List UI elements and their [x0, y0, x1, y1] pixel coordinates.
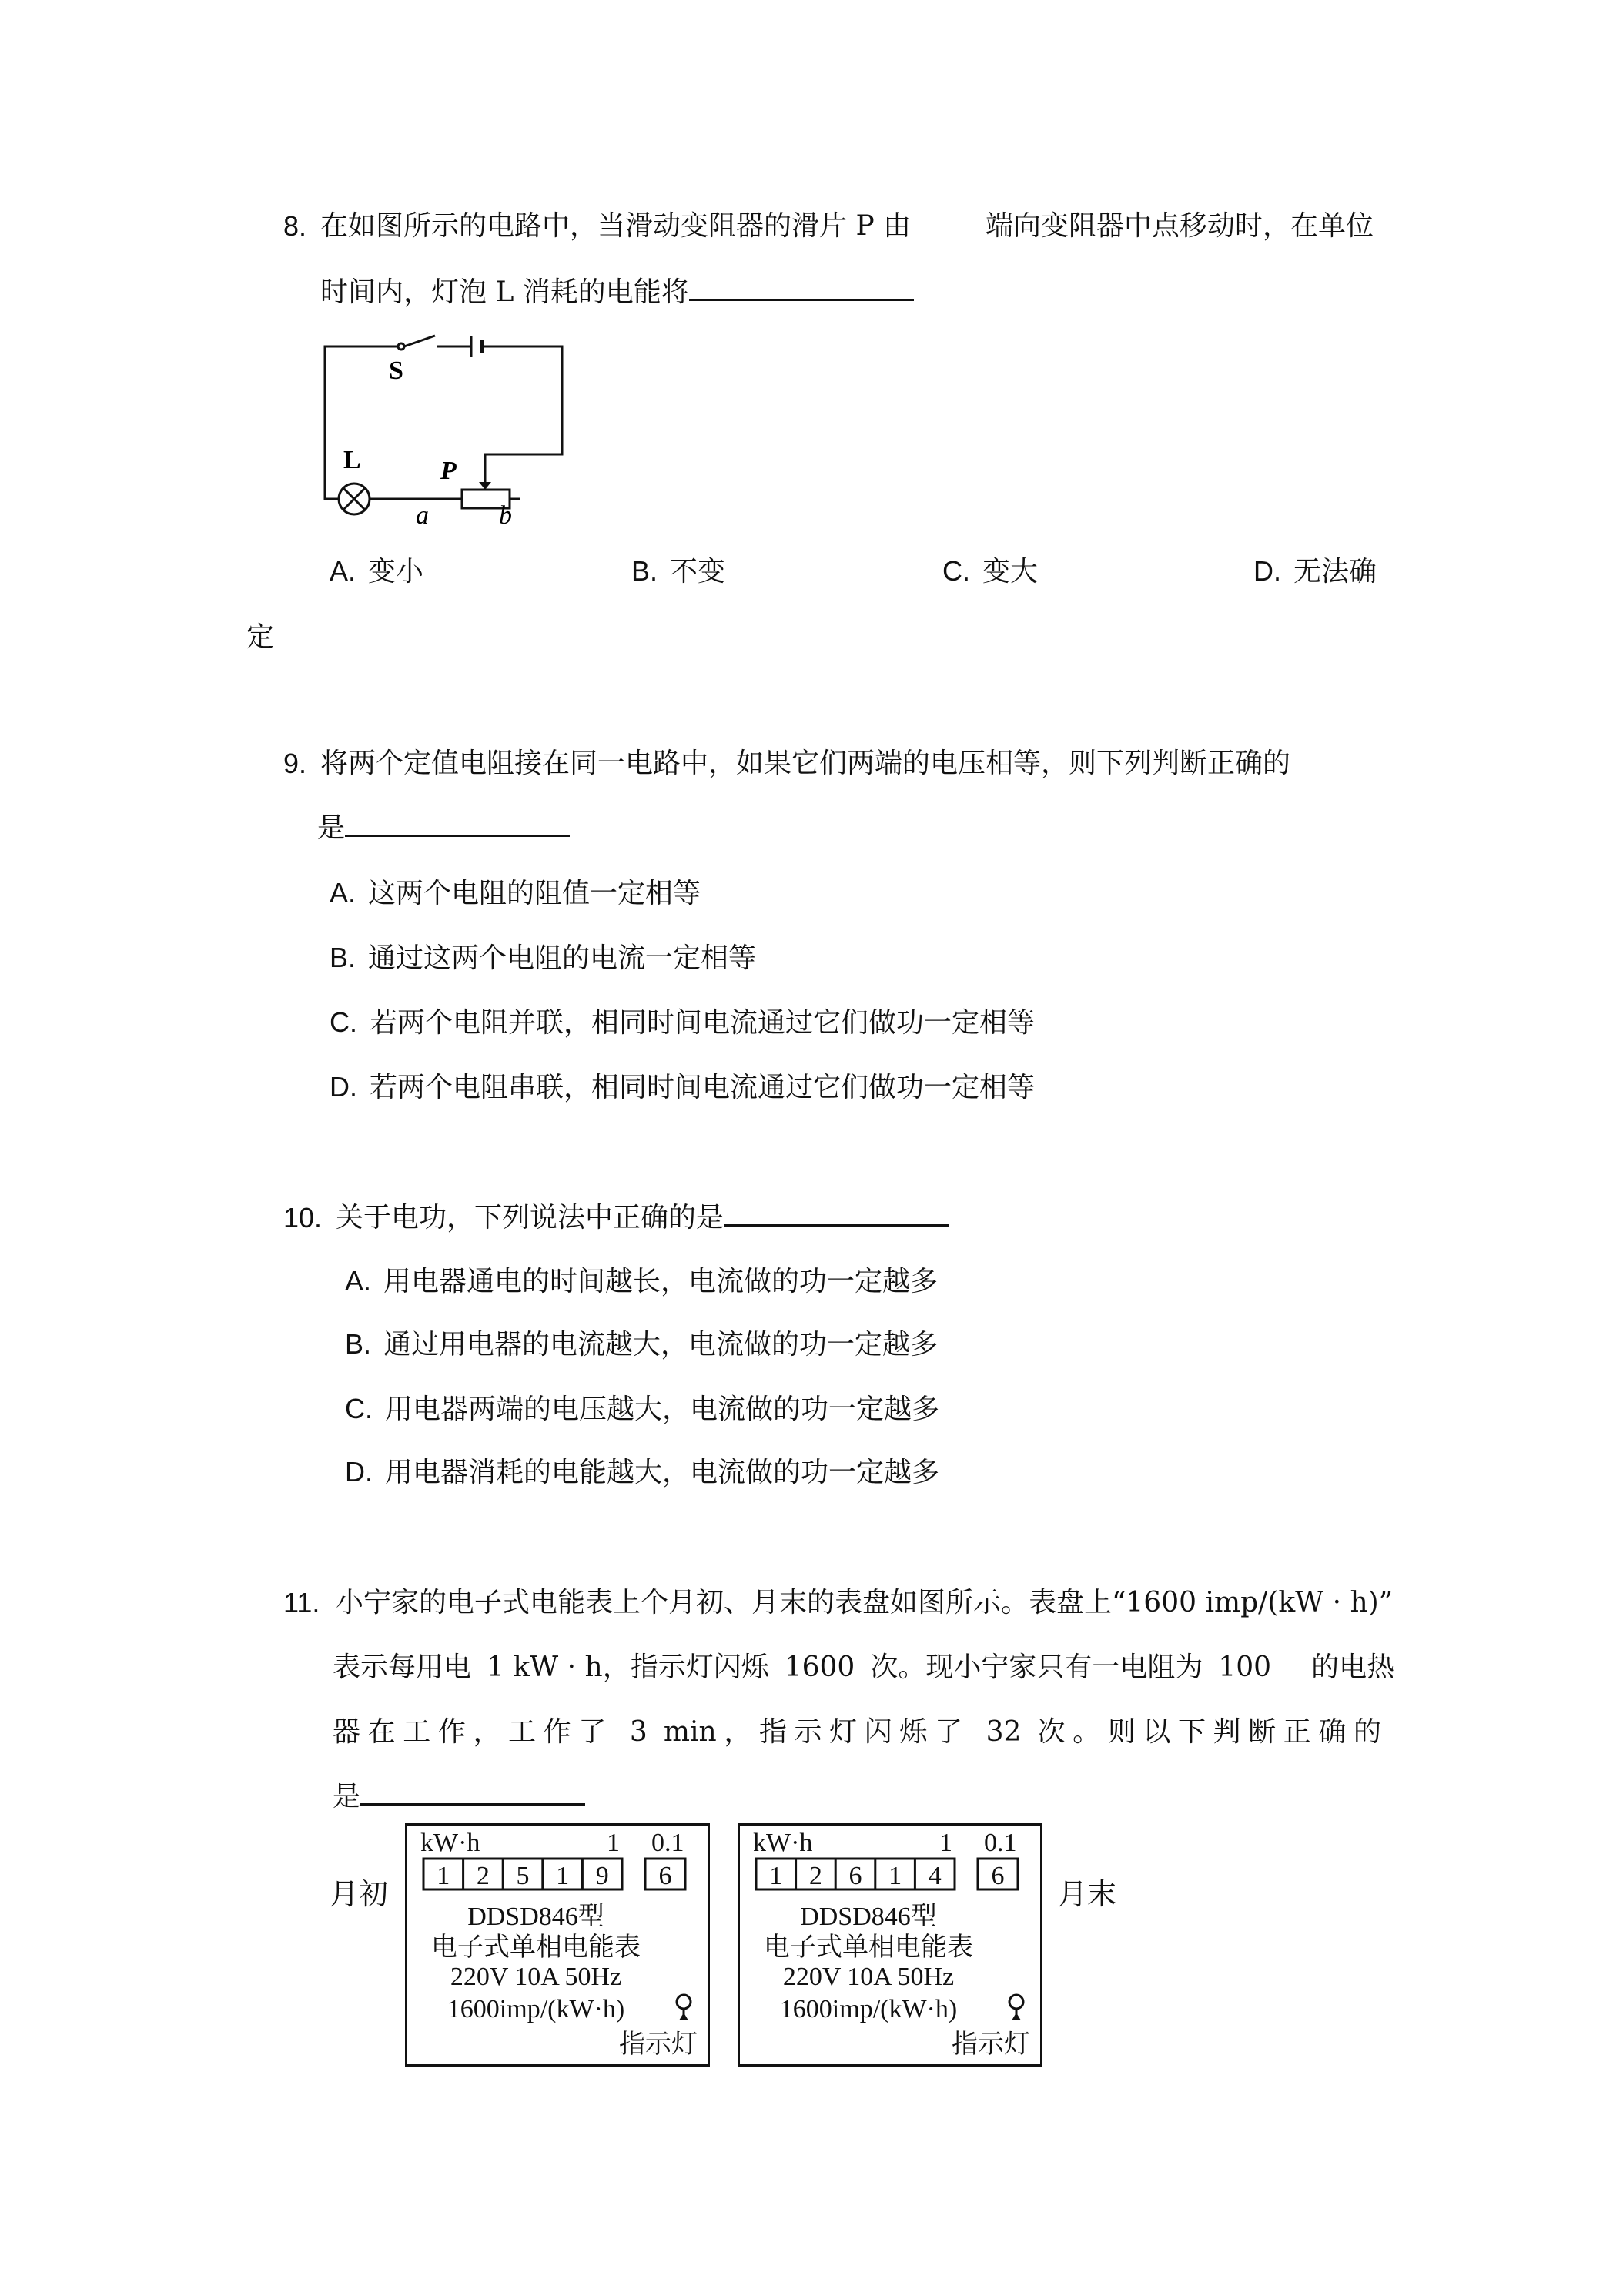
q9-option-d[interactable]: D. 若两个电阻串联，相同时间电流通过它们做功一定相等: [330, 1071, 1036, 1103]
q11-line4: [333, 1780, 585, 1814]
meter-digit: 2: [808, 1862, 822, 1890]
q11-answer-blank[interactable]: [360, 1780, 585, 1806]
meter-rating: 220V 10A 50Hz: [450, 1963, 622, 1991]
q8-option-a[interactable]: A. 变小: [330, 555, 424, 587]
q9-line2: [317, 812, 570, 845]
meter-unit: kW·h: [753, 1829, 813, 1857]
meter-digit: 6: [848, 1862, 862, 1890]
meter-digit: 4: [928, 1862, 942, 1890]
q8-answer-blank[interactable]: [689, 276, 914, 301]
q10-option-c[interactable]: C. 用电器两端的电压越大，电流做的功一定越多: [345, 1393, 940, 1425]
q9-number: 9.: [283, 748, 307, 779]
meter-end-panel: [738, 1823, 1042, 2067]
meter-model: DDSD846型: [467, 1903, 604, 1931]
q9-option-a[interactable]: A. 这两个电阻的阻值一定相等: [330, 877, 701, 909]
q10-option-a[interactable]: A. 用电器通电的时间越长，电流做的功一定越多: [345, 1265, 939, 1297]
meter-rating: 220V 10A 50Hz: [782, 1963, 955, 1991]
switch-blade-icon: [404, 336, 435, 346]
q8-option-b[interactable]: B. 不变: [631, 555, 726, 587]
meter-digit: 1: [888, 1862, 902, 1890]
q11-line2-a: 表示每用电: [333, 1652, 472, 1683]
switch-pivot-icon: [398, 343, 404, 350]
meter-place-1: 1: [939, 1829, 952, 1857]
meter-indicator-label: 指示灯: [952, 2030, 1030, 2059]
meter-model: DDSD846型: [800, 1903, 937, 1931]
q8-line2: [320, 276, 914, 310]
q8-number: 8.: [283, 210, 307, 242]
q10-option-d[interactable]: D. 用电器消耗的电能越大，电流做的功一定越多: [345, 1456, 940, 1488]
q9-line1: 将两个定值电阻接在同一电路中，如果它们两端的电压相等，则下列判断正确的: [320, 748, 1291, 779]
slider-p-arrow-icon: [485, 454, 520, 485]
q11-line4-text: 是: [333, 1781, 361, 1812]
meter-digit: 1: [556, 1862, 570, 1890]
q10-line1: [336, 1201, 949, 1235]
circuit-label-b: b: [499, 501, 512, 530]
circuit-label-a: a: [416, 501, 429, 530]
q11-line2: [333, 1651, 1394, 1685]
meter-place-01: 0.1: [984, 1829, 1017, 1857]
q8-line2-text: 时间内，灯泡 L 消耗的电能将: [320, 276, 689, 308]
q8-line1-part1: 在如图所示的电路中，当滑动变阻器的滑片 P 由: [320, 210, 912, 242]
circuit-wire-top-left: [325, 346, 397, 354]
circuit-label-l: L: [343, 446, 361, 474]
circuit-label-p: P: [440, 457, 457, 485]
q11-line1: 小宁家的电子式电能表上个月初、月末的表盘如图所示。表盘上“1600 imp/(kW · h)”: [336, 1587, 1394, 1618]
q11-line2-d: 次。现小宁家只有一电阻为: [870, 1652, 1203, 1683]
q11-line2-c: 1600: [784, 1652, 855, 1683]
q10-number: 10.: [283, 1202, 323, 1233]
meter-decimal-digit: 6: [991, 1862, 1005, 1890]
q11-line3: 器在工作，工作了 3 min，指示灯闪烁了 32 次。则以下判断正确的: [333, 1716, 1381, 1748]
q11-line2-e: 100: [1218, 1652, 1272, 1683]
meter-digit: 2: [476, 1862, 490, 1890]
meter-digit: 5: [516, 1862, 530, 1890]
q9-option-c[interactable]: C. 若两个电阻并联，相同时间电流通过它们做功一定相等: [330, 1006, 1036, 1039]
q10-line1-text: 关于电功，下列说法中正确的是: [336, 1202, 724, 1233]
q11-line2-b: 1 kW · h，指示灯闪烁: [487, 1652, 769, 1683]
meter-name: 电子式单相电能表: [431, 1933, 641, 1962]
q10-answer-blank[interactable]: [724, 1201, 949, 1227]
q9-line2-text: 是: [317, 812, 346, 844]
q8-line1-part2: 端向变阻器中点移动时，在单位: [986, 210, 1374, 242]
meter-digit: 1: [769, 1862, 783, 1890]
meter-place-1: 1: [607, 1829, 620, 1857]
meter-indicator-label: 指示灯: [619, 2030, 698, 2059]
q11-line2-f: 的电热: [1311, 1652, 1395, 1683]
meter-unit: kW·h: [420, 1829, 480, 1857]
q8-circuit-diagram: [308, 331, 585, 531]
q9-option-b[interactable]: B. 通过这两个电阻的电流一定相等: [330, 942, 757, 974]
q8-option-d-wrap: 定: [246, 621, 275, 653]
meter-name: 电子式单相电能表: [764, 1933, 973, 1962]
meter-digit: 9: [595, 1862, 609, 1890]
circuit-label-s: S: [389, 356, 403, 385]
q9-answer-blank[interactable]: [345, 812, 570, 837]
meter-place-01: 0.1: [651, 1829, 684, 1857]
q10-option-b[interactable]: B. 通过用电器的电流越大，电流做的功一定越多: [345, 1328, 939, 1361]
meter-constant: 1600imp/(kW·h): [779, 1995, 958, 2023]
meter-start-side-label: 月初: [330, 1877, 389, 1911]
meter-digit: 1: [437, 1862, 450, 1890]
meter-start-panel: [405, 1823, 710, 2067]
meter-end-side-label: 月末: [1058, 1877, 1117, 1911]
q11-number: 11.: [283, 1587, 320, 1618]
meter-decimal-digit: 6: [658, 1862, 672, 1890]
meter-constant: 1600imp/(kW·h): [447, 1995, 625, 2023]
q8-option-d[interactable]: D. 无法确: [1253, 555, 1377, 587]
q8-option-c[interactable]: C. 变大: [942, 555, 1039, 587]
